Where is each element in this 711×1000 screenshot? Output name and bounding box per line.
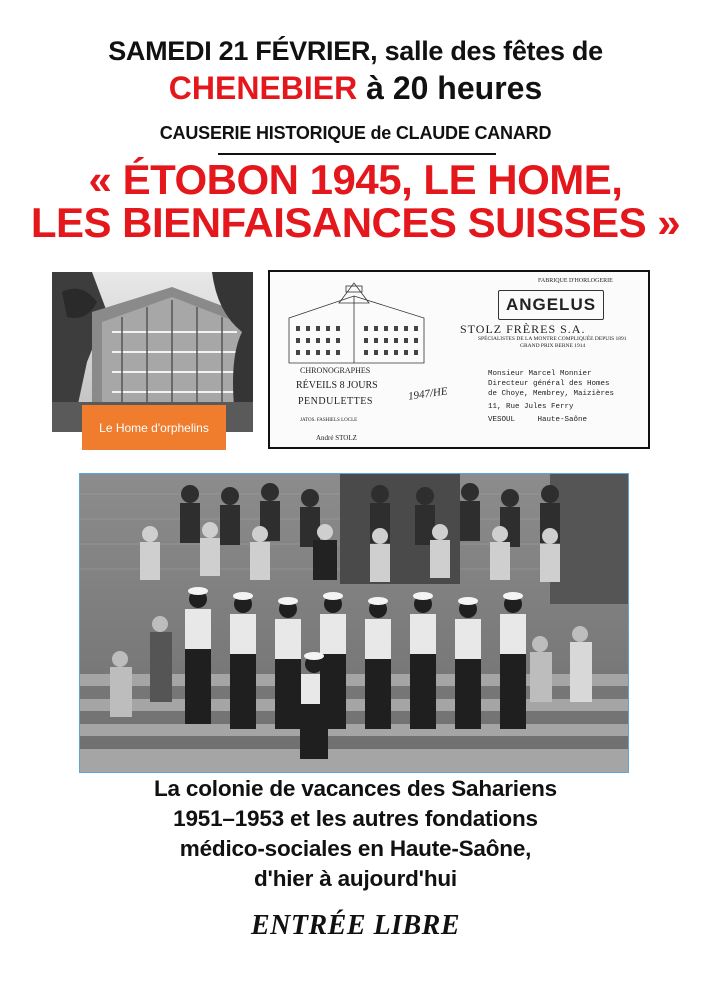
angelus-logo [498,290,604,320]
letterhead-specialty: SPÉCIALISTES DE LA MONTRE COMPLIQUÉE DEPUIS 1891 [478,336,627,342]
letterhead-signature: André STOLZ [316,434,357,442]
place-name: CHENEBIER [168,70,358,106]
free-entry-notice: ENTRÉE LIBRE [250,910,461,941]
talk-title-line1: « ÉTOBON 1945, LE HOME, [88,156,623,203]
caption-line-1: La colonie de vacances des Sahariens [154,776,557,801]
caption-line-2: 1951–1953 et les autres fondations [173,806,538,831]
recipient-line-3: de Choye, Membrey, Maizières [488,390,615,398]
letterhead-address-small: JATOS. FASHIELS LOCLE [300,418,358,423]
recipient-line-4: 11, Rue Jules Ferry [488,403,574,411]
talk-subtitle: CAUSERIE HISTORIQUE de CLAUDE CANARD [159,123,552,143]
photo-caption-label: Le Home d'orphelins [82,405,226,450]
product-2: RÉVEILS 8 JOURS [296,380,378,391]
letterhead-company: STOLZ FRÈRES S.A. [460,322,586,336]
recipient-line-5: VESOUL Haute-Saône [488,416,588,424]
divider [218,153,496,155]
letterhead-prize: GRAND PRIX BERNE 1914 [520,343,586,349]
handwritten-note: 1947/HE [407,385,449,403]
caption-line-4: d'hier à aujourd'hui [254,866,457,891]
recipient-line-2: Directeur général des Homes [488,380,610,388]
angelus-letterhead [268,270,650,449]
date-venue-line: SAMEDI 21 FÉVRIER, salle des fêtes de [108,36,603,66]
talk-title-line2: LES BIENFAISANCES SUISSES » [30,199,681,246]
recipient-line-1: Monsieur Marcel Monnier [488,370,592,378]
product-3: PENDULETTES [298,396,373,407]
factory-drawing-icon [284,278,429,368]
angelus-brand: ANGELUS [505,295,597,314]
place-time-line [0,70,711,107]
product-1: CHRONOGRAPHES [300,366,371,375]
group-photo [79,473,629,773]
letterhead-fabrique: FABRIQUE D'HORLOGERIE [538,278,613,284]
caption-line-3: médico-sociales en Haute-Saône, [179,836,532,861]
event-time: à 20 heures [357,70,543,106]
